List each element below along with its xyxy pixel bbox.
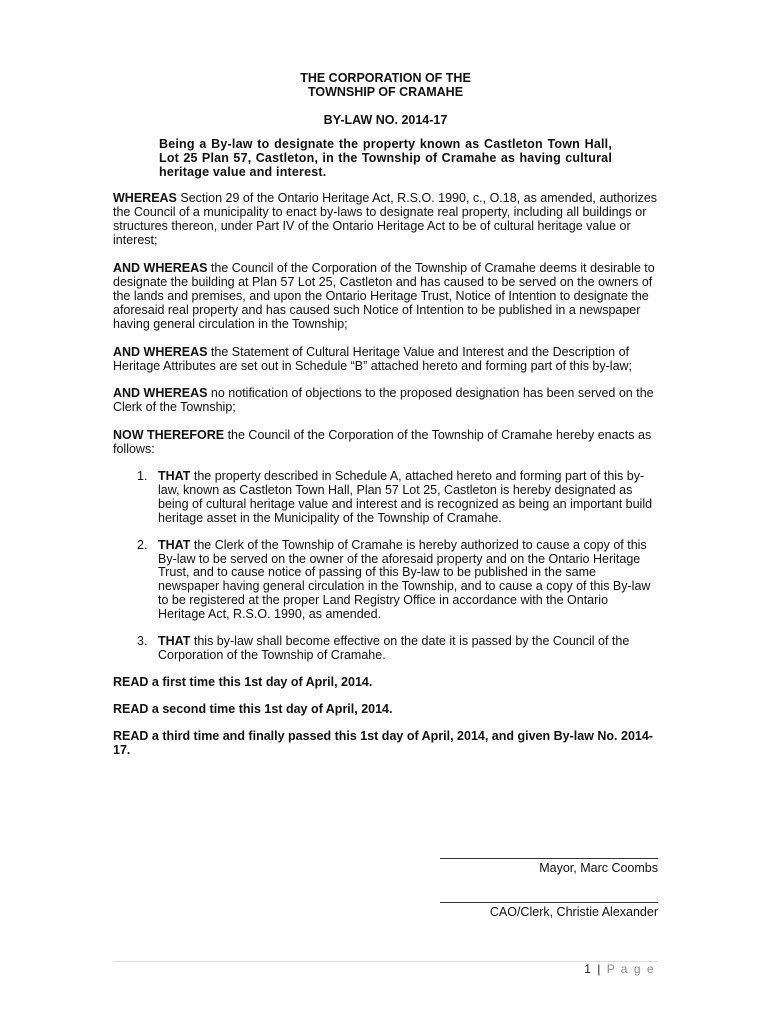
clause-number: 3. (137, 634, 148, 649)
page-label: P a g e (606, 962, 655, 976)
recital-text: no notification of objections to the proposed designation has been served on the Clerk of the Township; (113, 386, 654, 415)
signature-line (440, 902, 658, 903)
recital-text: the Council of the Corporation of the Township of Cramahe deems it desirable to designate the building at Plan 57 Lot 25, Castleton and has caused to be served on the owners of the lands and premises, and upon the Ontario Heritage Trust, Notice of Intention to designate the aforesaid real property and has caused such Notice of Intention to be published in a newspaper having general circulation in the Township; (113, 261, 655, 331)
page-number: 1 (584, 962, 593, 976)
clause-item (113, 635, 658, 663)
mayor-signature-block (440, 858, 658, 875)
clause-number: 1. (137, 469, 148, 484)
clause-lead: THAT (158, 634, 191, 649)
recital-lead: AND WHEREAS (113, 344, 208, 359)
document-body (113, 72, 658, 758)
mayor-signature-label: Mayor, Marc Coombs (539, 861, 658, 875)
enactment-clauses (113, 470, 658, 663)
recital-text: Section 29 of the Ontario Heritage Act, R.S.O. 1990, c., O.18, as amended, authorizes the Council of a municipality to enact by-laws to designate real property, including all buildings or structures thereon, under Part IV of the Ontario Heritage Act to be of cultural heritage value or interest; (113, 191, 658, 248)
recital-lead: NOW THEREFORE (113, 428, 225, 443)
clause-item (113, 539, 658, 622)
recital-now-therefore (113, 429, 658, 457)
clause-text: the Clerk of the Township of Cramahe is hereby authorized to cause a copy of this By-law to be served on the owner of the aforesaid property and on the Ontario Heritage Trust, and to cause notice of passing of this By-law to be published in the same newspaper having general circulation in the Township, and to cause a copy of this By-law to be registered at the proper Land Registry Office in accordance with the Ontario Heritage Act, R.S.O. 1990, as amended. (158, 537, 651, 622)
clerk-signature-block (440, 902, 658, 919)
recital-lead: WHEREAS (113, 191, 177, 206)
bylaw-description: Being a By-law to designate the property known as Castleton Town Hall, Lot 25 Plan 57, Castleton, in the Township of Cramahe as having cultural heritage value and interest. (159, 136, 612, 179)
recital-lead: AND WHEREAS (113, 386, 208, 401)
page-footer (584, 962, 655, 976)
bylaw-number: BY-LAW NO. 2014-17 (323, 112, 448, 127)
clause-lead: THAT (158, 537, 191, 552)
recital-text: the Statement of Cultural Heritage Value and Interest and the Description of Heritage Attributes are set out in Schedule “B” attached hereto and forming part of this by-law; (113, 344, 633, 373)
reading-third: READ a third time and finally passed this 1st day of April, 2014, and given By-law No. 2014-17. (113, 728, 653, 757)
clerk-signature-label: CAO/Clerk, Christie Alexander (489, 905, 658, 919)
clause-text: the property described in Schedule A, attached hereto and forming part of this by-law, known as Castleton Town Hall, Plan 57 Lot 25, Castleton is hereby designated as being of cultural heritage value and interest and is recognized as being an important build heritage asset in the Municipality of the Township of Cramahe. (158, 469, 653, 525)
clause-item (113, 470, 658, 526)
recital-lead: AND WHEREAS (113, 261, 208, 276)
footer-divider (113, 961, 658, 962)
corporation-title-line1: THE CORPORATION OF THE (300, 71, 471, 85)
recital-text: the Council of the Corporation of the Township of Cramahe hereby enacts as follows: (113, 428, 652, 457)
signature-line (440, 858, 658, 859)
reading-second: READ a second time this 1st day of April, 2014. (113, 701, 393, 716)
page-separator: | (592, 962, 607, 976)
recital-and-whereas (113, 262, 658, 332)
corporation-title-line2: TOWNSHIP OF CRAMAHE (307, 84, 464, 99)
reading-first: READ a first time this 1st day of April, 2014. (113, 674, 373, 689)
recital-and-whereas (113, 387, 658, 415)
clause-text: this by-law shall become effective on the date it is passed by the Council of the Corporation of the Township of Cramahe. (158, 634, 630, 662)
clause-lead: THAT (158, 469, 191, 484)
clause-number: 2. (137, 537, 148, 552)
recital-whereas (113, 192, 658, 248)
recital-and-whereas (113, 346, 658, 374)
